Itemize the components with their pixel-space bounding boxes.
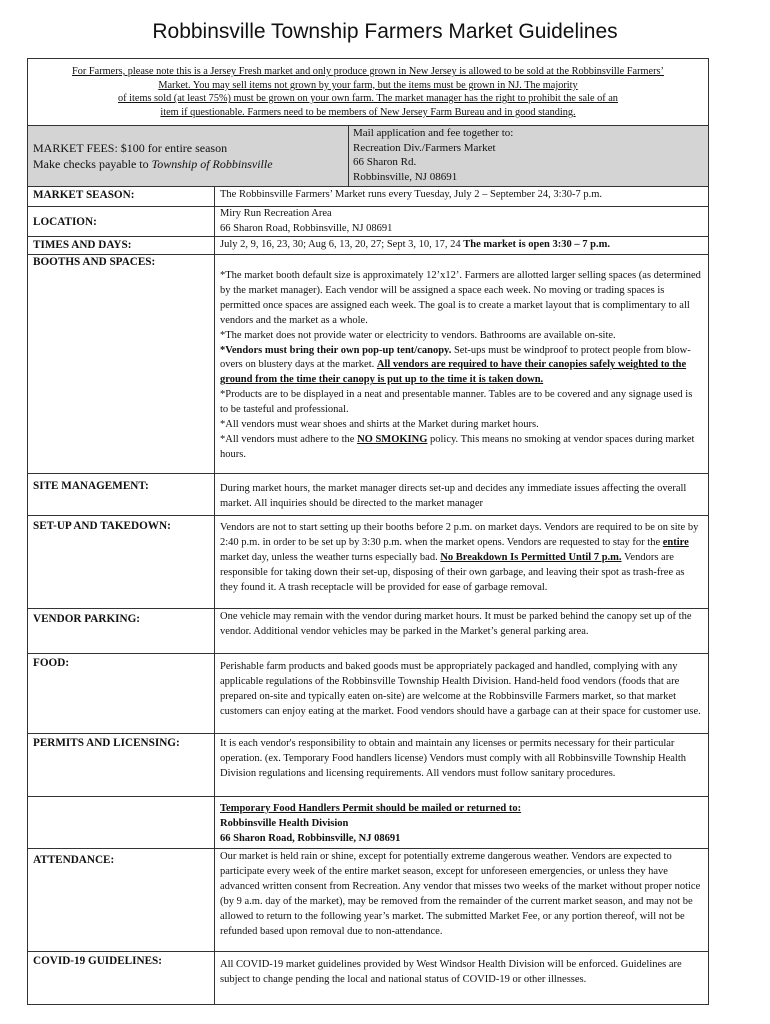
display-paragraph: *Products are to be displayed in a neat and presentable manner. Tables are to be covered and any signage used is to be tasteful and professional. <box>220 389 693 416</box>
mail-line: Recreation Div./Farmers Market <box>353 141 496 154</box>
booths-label: BOOTHS AND SPACES: <box>33 256 156 268</box>
utilities-paragraph: *The market does not provide water or electricity to vendors. Bathrooms are available on-site. <box>220 329 616 341</box>
row-permit-mailing <box>28 796 708 849</box>
market-fees-banner <box>28 125 708 187</box>
row-booths-spaces <box>28 254 708 474</box>
payable-prefix: Make checks payable to <box>33 157 152 171</box>
permits-text: It is each vendor's responsibility to obtain and maintain any licenses or permits necessary for their particular operation. (ex. Temporary Food handlers license) Vendors must comply with all Robbinsville Township Health Division regulations and licensing requirements. All vendors must follow sanitary procedures. <box>220 738 686 779</box>
attendance-label: ATTENDANCE: <box>33 854 115 866</box>
row-vendor-parking <box>28 608 708 654</box>
row-location <box>28 206 708 237</box>
setup-label: SET-UP AND TAKEDOWN: <box>33 520 171 532</box>
times-label: TIMES AND DAYS: <box>33 239 132 251</box>
mail-line: 66 Sharon Rd. <box>353 156 417 168</box>
intro-line: of items sold (at least 75%) must be grown on your own farm. The market manager has the right to prohibit the sale of an <box>118 93 618 105</box>
row-food <box>28 653 708 734</box>
row-attendance <box>28 848 708 952</box>
row-site-management <box>28 473 708 516</box>
attire-paragraph: *All vendors must wear shoes and shirts at the Market during market hours. <box>220 419 539 431</box>
permit-mailing-text <box>220 802 702 847</box>
health-division-name: Robbinsville Health Division <box>220 817 349 829</box>
setup-text <box>220 521 702 596</box>
market-hours: The market is open 3:30 – 7 p.m. <box>463 239 610 250</box>
permit-mail-title: Temporary Food Handlers Permit should be mailed or returned to: <box>220 803 522 814</box>
site-label: SITE MANAGEMENT: <box>33 480 149 492</box>
parking-label: VENDOR PARKING: <box>33 613 141 625</box>
row-market-season <box>28 186 708 206</box>
health-division-address: 66 Sharon Road, Robbinsville, NJ 08691 <box>220 832 401 844</box>
market-dates: July 2, 9, 16, 23, 30; Aug 6, 13, 20, 27; Sept 3, 10, 17, 24 <box>220 239 464 250</box>
times-text <box>220 238 702 253</box>
no-breakdown: No Breakdown Is Permitted Until 7 p.m. <box>440 551 622 563</box>
site-text: During market hours, the market manager directs set-up and decides any immediate issues affecting the overall market. All inquiries should be directed to the market manager <box>220 483 687 509</box>
covid-text: All COVID-19 market guidelines provided by West Windsor Health Division will be enforced. Guidelines are subject to change pending the local and national status of COVID-19 or other illnesses. <box>220 959 682 985</box>
smoking-suffix: policy. This means no smoking at vendor spaces during market hours. <box>220 433 695 460</box>
canopy-windproof: Set-ups must be windproof to protect people from blow-overs on blustery days at the market. <box>220 344 691 371</box>
smoking-prefix: *All vendors must adhere to the <box>220 433 358 445</box>
food-label: FOOD: <box>33 657 70 669</box>
food-text: Perishable farm products and baked goods must be appropriately packaged and handled, complying with any applicable regulations of the Robbinsville Township Health Division. Hand-held food vendors (foods that are prepared on-site and typically eaten on-site) are welcome at the Robbinsville Farmers market, so that market customers can enjoy eating at the market. Food vendors should have a garbage can at their space for customer use. <box>220 661 701 717</box>
no-smoking: NO SMOKING <box>357 433 428 445</box>
canopy-paragraph <box>220 344 702 389</box>
row-setup-takedown <box>28 515 708 609</box>
payable-to: Township of Robbinsville <box>151 157 273 171</box>
attendance-text: Our market is held rain or shine, except for potentially extreme dangerous weather. Vendors are expected to participate every week of the entire market season, except for unforeseen emergencies, or unless they have advanced written consent from Recreation. Any vendor that misses two weeks of the market without proper notice (by 9 a.m. day of the market), may be removed from the remainder of the current market season, and may not be allowed to return to the following year’s market. The submitted Market Fee, or any portion thereof, will not be refunded based upon removal due to non-attendance. <box>220 851 701 937</box>
booths-text <box>220 269 702 463</box>
intro-line: item if questionable. Farmers need to be members of New Jersey Farm Bureau and in good standing. <box>160 106 576 118</box>
smoking-paragraph <box>220 433 702 463</box>
intro-line: For Farmers, please note this is a Jersey Fresh market and only produce grown in New Jersey is allowed to be sold at the Robbinsville Farmers’ <box>72 66 664 77</box>
page-title: Robbinsville Township Farmers Market Guidelines <box>152 20 618 43</box>
mail-line: Mail application and fee together to: <box>353 127 514 139</box>
canopy-required: *Vendors must bring their own pop-up tent/canopy. <box>220 344 452 356</box>
entire-emphasis: entire <box>662 536 689 548</box>
intro-line: Market. You may sell items not grown by your farm, but the items must be grown in NJ. The majority <box>158 79 578 91</box>
covid-label: COVID-19 GUIDELINES: <box>33 955 162 967</box>
cleanup-note: Vendors are responsible for taking down their set-up, disposing of their own garbage, and leaving their spot as trash-free as they found it. A trash receptacle will be provided for ease of garbage removal. <box>220 551 685 593</box>
market-season-label: MARKET SEASON: <box>33 189 135 201</box>
setup-times: Vendors are not to start setting up their booths before 2 p.m. on market days. Vendors are required to be on site by 2:40 p.m. in order to be set up by 3:30 p.m. when the market opens. Vendors are requested to stay for the <box>220 522 699 548</box>
row-permits-licensing <box>28 733 708 797</box>
canopy-weighted: All vendors are required to have their canopies safely weighted to the ground from the time their canopy is put up to the time it is taken down. <box>220 359 687 386</box>
fees-payable <box>33 156 273 172</box>
location-text <box>220 207 702 237</box>
weather-note: market day, unless the weather turns especially bad. <box>220 551 441 563</box>
row-times-days <box>28 236 708 255</box>
row-covid-guidelines <box>28 951 708 1005</box>
guidelines-box <box>27 58 709 1005</box>
location-label: LOCATION: <box>33 216 97 228</box>
location-line: Miry Run Recreation Area <box>220 208 332 219</box>
fees-amount: MARKET FEES: $100 for entire season <box>33 141 228 155</box>
mail-address <box>348 126 708 186</box>
permits-label: PERMITS AND LICENSING: <box>33 737 180 749</box>
location-line: 66 Sharon Road, Robbinsville, NJ 08691 <box>220 222 393 234</box>
mail-line: Robbinsville, NJ 08691 <box>353 170 458 183</box>
intro-notice <box>28 65 708 119</box>
fees-text <box>33 140 273 172</box>
market-season-text: The Robbinsville Farmers’ Market runs every Tuesday, July 2 – September 24, 3:30-7 p.m. <box>220 189 603 200</box>
booth-size-paragraph: *The market booth default size is approximately 12’x12’. Farmers are allotted larger selling spaces (as determined by the market manager). Each vendor will be assigned a space each week. No moving or trading spaces is permitted once spaces are assigned each week. The goal is to create a market layout that is complimentary to all vendors and the market as a whole. <box>220 270 701 326</box>
parking-text: One vehicle may remain with the vendor during market hours. It must be parked behind the canopy set up of the vendor. Additional vendor vehicles may be parked in the Market’s general parking area. <box>220 611 692 637</box>
